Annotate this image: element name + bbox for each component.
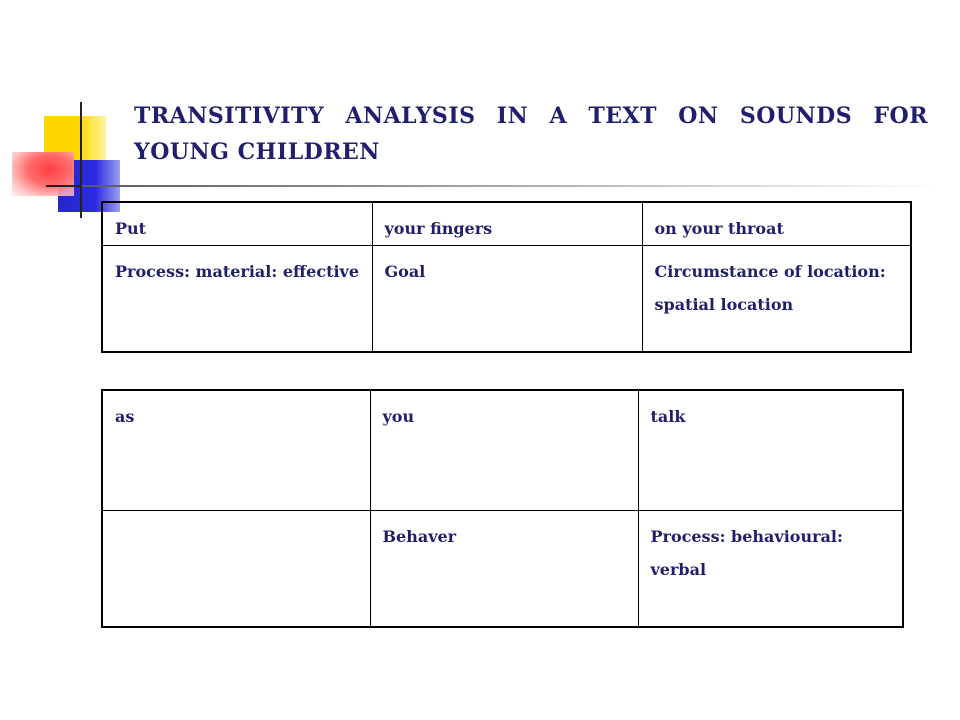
- slide-title: TRANSITIVITY ANALYSIS IN A TEXT ON SOUNDS FOR YOUNG CHILDREN: [134, 103, 928, 165]
- red-square: [12, 152, 74, 196]
- slide-logo-decoration: [0, 0, 140, 230]
- vertical-line: [80, 102, 82, 218]
- table-cell: Process: material: effective: [102, 246, 372, 353]
- table-row: [102, 246, 911, 353]
- table-cell: talk: [638, 390, 903, 511]
- transitivity-table-2: [101, 389, 904, 628]
- table-row: [102, 202, 911, 246]
- table-row: [102, 511, 903, 628]
- table-cell: you: [370, 390, 638, 511]
- table-cell: Process: behavioural: verbal: [638, 511, 903, 628]
- table-cell: Behaver: [370, 511, 638, 628]
- table-cell: Circumstance of location: spatial location: [642, 246, 911, 353]
- table-cell: [102, 511, 370, 628]
- table-cell: your fingers: [372, 202, 642, 246]
- table-cell: Put: [102, 202, 372, 246]
- table-cell: Goal: [372, 246, 642, 353]
- title-underline: [82, 185, 942, 187]
- table-cell: as: [102, 390, 370, 511]
- table-row: [102, 390, 903, 511]
- table-cell: on your throat: [642, 202, 911, 246]
- transitivity-table-1: [101, 201, 912, 353]
